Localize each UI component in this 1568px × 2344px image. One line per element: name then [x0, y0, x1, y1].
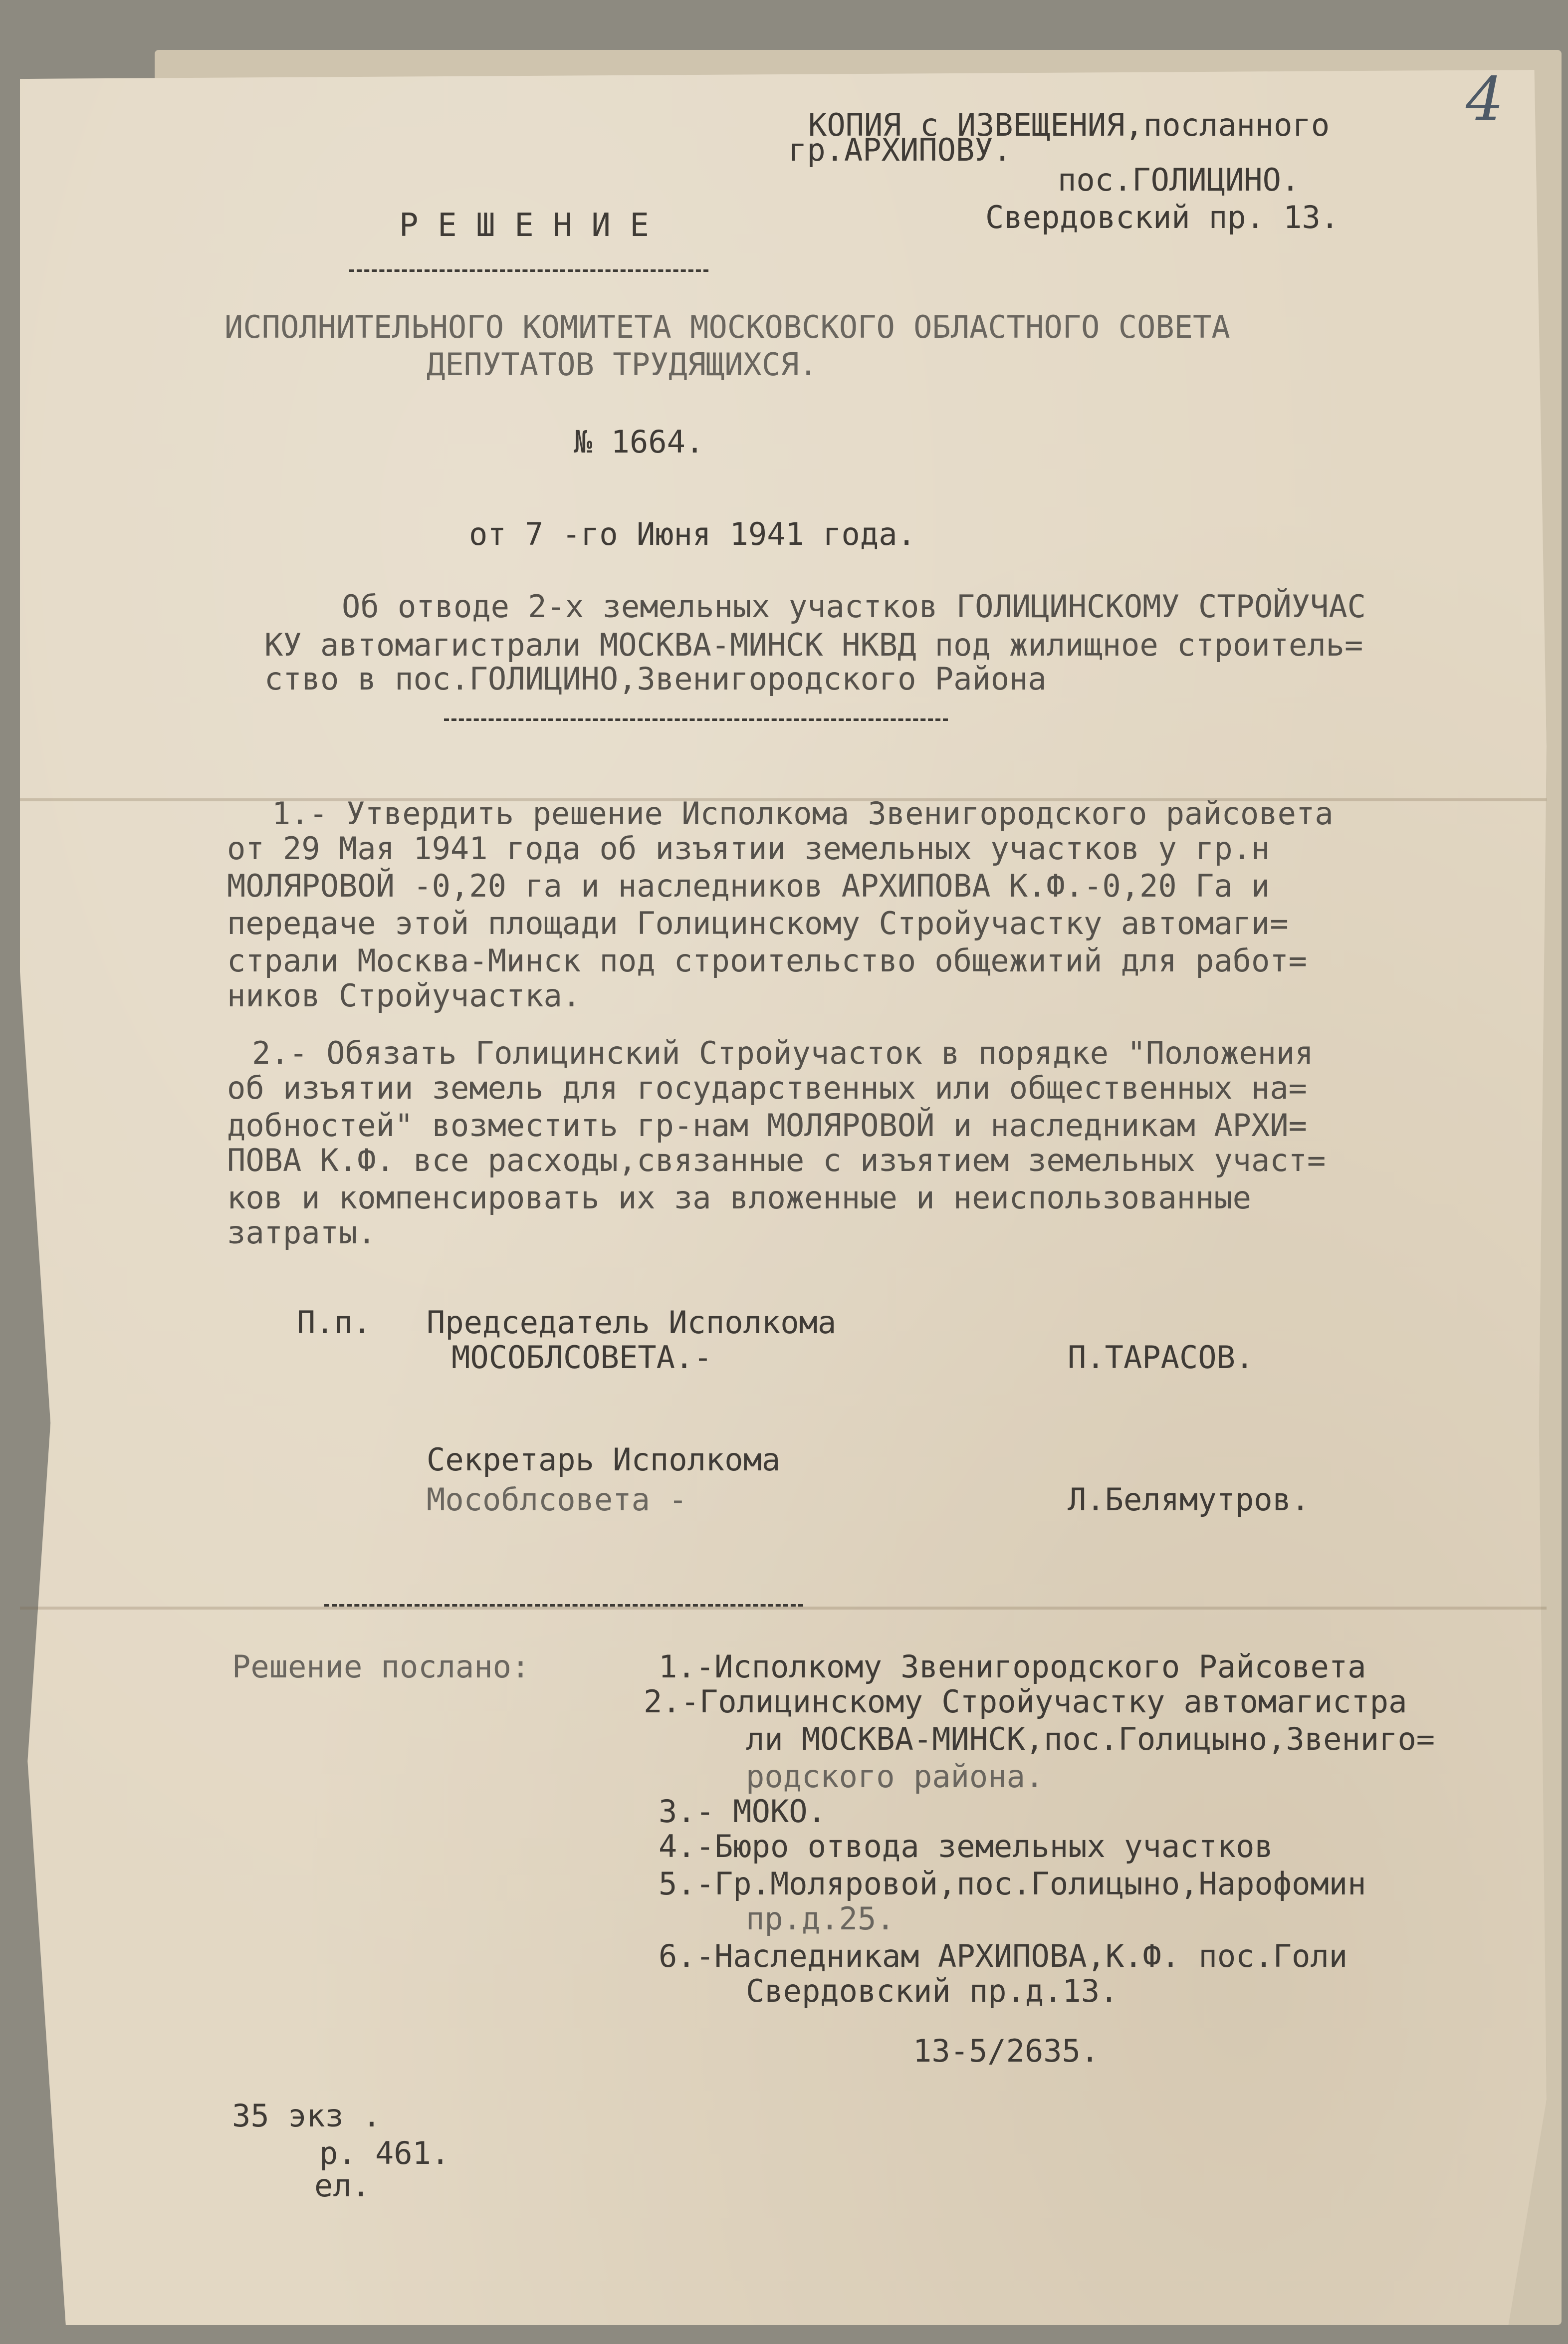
issuer-line2: ДЕПУТАТОВ ТРУДЯЩИХСЯ. — [427, 346, 818, 383]
distribution-line3: ли МОСКВА-МИНСК,пос.Голицыно,Звениго= — [746, 1721, 1435, 1757]
distribution-ref: 13-5/2635. — [913, 2033, 1100, 2069]
distribution-line10: Свердовский пр.д.13. — [746, 1973, 1119, 2009]
distribution-line9: 6.-Наследникам АРХИПОВА,К.Ф. пос.Голи — [659, 1938, 1348, 1974]
title-underline — [349, 269, 708, 272]
paragraph2-line3: добностей" возместить гр-нам МОЛЯРОВОЙ и наследникам АРХИ= — [227, 1107, 1307, 1144]
distribution-label: Решение послано: — [232, 1648, 530, 1685]
distribution-line4: родского района. — [746, 1758, 1044, 1795]
header-note-line2: гр.АРХИПОВУ. — [788, 132, 1012, 168]
distribution-line1: 1.-Исполкому Звенигородского Райсовета — [659, 1648, 1366, 1685]
paragraph2-line5: ков и компенсировать их за вложенные и неиспользованные — [227, 1179, 1251, 1216]
paragraph1-line5: страли Москва-Минск под строительство общежитий для работ= — [227, 942, 1307, 979]
header-note-line4: Свердовский пр. 13. — [985, 199, 1340, 235]
paragraph2-line6: затраты. — [227, 1214, 376, 1251]
paragraph1-line3: МОЛЯРОВОЙ -0,20 га и наследников АРХИПОВА К.Ф.-0,20 Га и — [227, 868, 1270, 904]
paragraph2-line4: ПОВА К.Ф. все расходы,связанные с изъятием земельных участ= — [227, 1142, 1326, 1178]
decision-number: № 1664. — [574, 424, 704, 460]
header-note-line3: пос.ГОЛИЦИНО. — [1058, 162, 1300, 198]
subject-line1: Об отводе 2-х земельных участков ГОЛИЦИНСКОМУ СТРОЙУЧАС — [342, 588, 1366, 625]
distribution-line2: 2.-Голицинскому Стройучастку автомагистра — [644, 1683, 1407, 1720]
distribution-line5: 3.- МОКО. — [659, 1793, 826, 1830]
paragraph2-line2: об изъятии земель для государственных или общественных на= — [227, 1070, 1307, 1106]
subject-line3: ство в пос.ГОЛИЦИНО,Звенигородского Района — [264, 661, 1047, 697]
secretary-name: Л.Белямутров. — [1068, 1481, 1310, 1518]
chair-title-line1: Председатель Исполкома — [427, 1304, 837, 1341]
paragraph1-line1: 1.- Утвердить решение Исполкома Звенигородского райсовета — [272, 795, 1334, 832]
distribution-line7: 5.-Гр.Моляровой,пос.Голицыно,Нарофомин — [659, 1866, 1366, 1902]
chair-title-line2: МОСОБЛСОВЕТА.- — [451, 1339, 712, 1376]
signature-pp: П.п. — [297, 1304, 372, 1341]
paragraph1-line2: от 29 Мая 1941 года об изъятии земельных участков у гр.н — [227, 830, 1270, 867]
decision-date: от 7 -го Июня 1941 года. — [469, 516, 916, 552]
issuer-line1: ИСПОЛНИТЕЛЬНОГО КОМИТЕТА МОСКОВСКОГО ОБЛАСТНОГО СОВЕТА — [224, 309, 1230, 345]
document-title: Р Е Ш Е Н И Е — [399, 207, 649, 244]
paragraph1-line6: ников Стройучастка. — [227, 977, 581, 1014]
signatures-underline — [324, 1604, 803, 1607]
paragraph2-line1: 2.- Обязать Голицинский Стройучасток в порядке "Положения — [252, 1035, 1314, 1071]
header-note-line1: КОПИЯ с ИЗВЕЩЕНИЯ,посланного — [808, 107, 1330, 143]
paragraph1-line4: передаче этой площади Голицинскому Стройучастку автомаги= — [227, 905, 1289, 941]
footer-copies: 35 экз . — [232, 2098, 381, 2134]
subject-line2: КУ автомагистрали МОСКВА-МИНСК НКВД под жилищное строитель= — [264, 627, 1363, 663]
distribution-line8: пр.д.25. — [746, 1900, 895, 1937]
distribution-line6: 4.-Бюро отвода земельных участков — [659, 1828, 1273, 1865]
chair-name: П.ТАРАСОВ. — [1068, 1339, 1254, 1376]
secretary-title-line2: Мособлсовета - — [427, 1481, 687, 1518]
subject-underline — [444, 718, 948, 721]
page-number: 4 — [1466, 65, 1504, 134]
secretary-title-line1: Секретарь Исполкома — [427, 1441, 781, 1478]
footer-ref: р. 461. — [319, 2135, 450, 2171]
footer-initials: ел. — [314, 2167, 370, 2204]
